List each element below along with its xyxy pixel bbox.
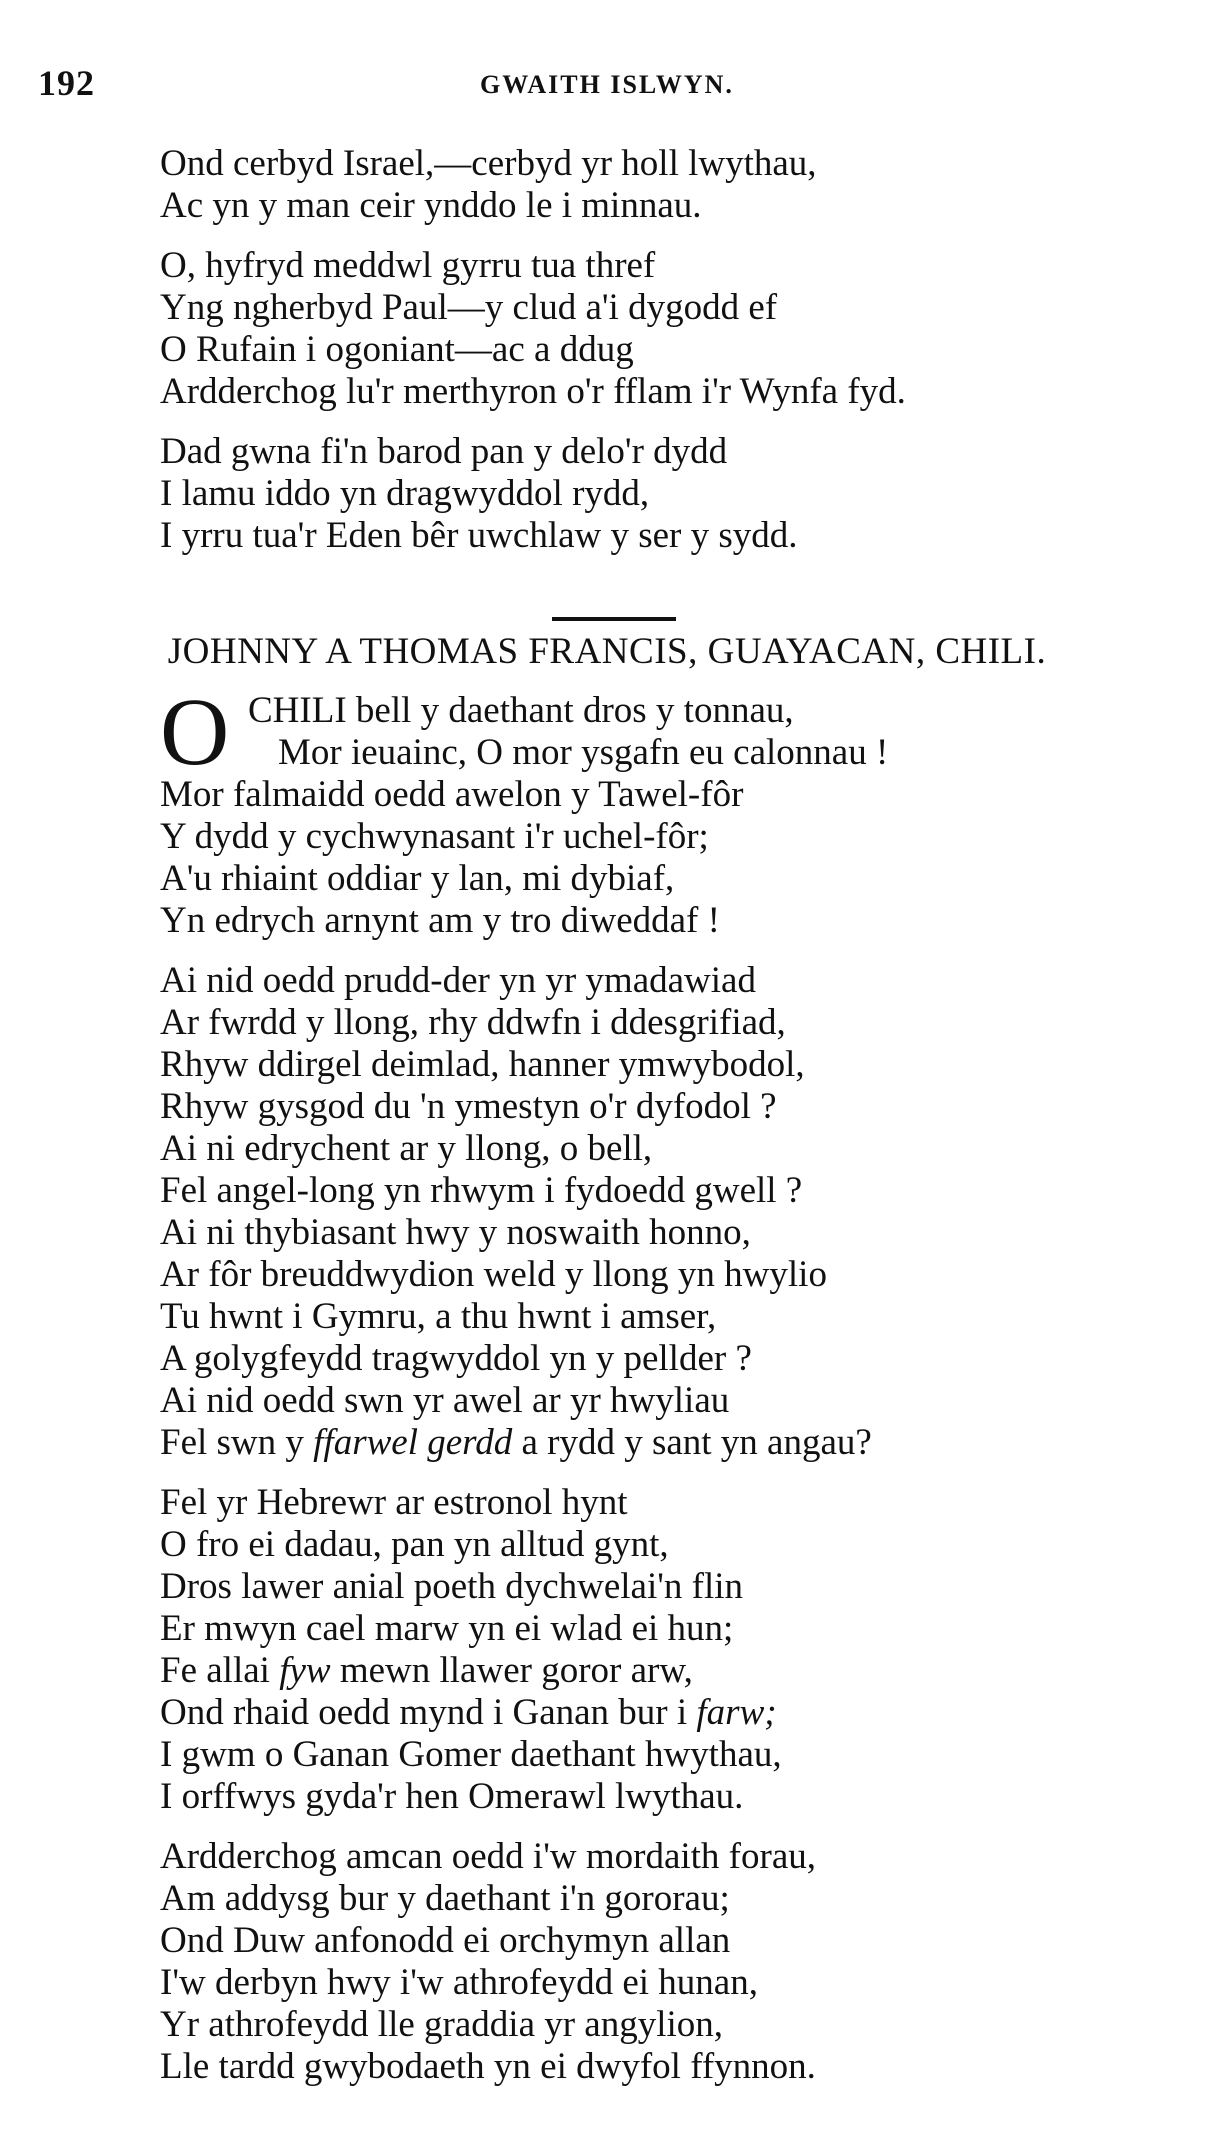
poem-body [160, 678, 1190, 2106]
stanza [160, 1836, 1190, 2088]
verse-text: mewn llawer goror arw, [330, 1650, 693, 1691]
verse-line: Ond Duw anfonodd ei orchymyn allan [160, 1920, 731, 1961]
verse-line: I'w derbyn hwy i'w athrofeydd ei hunan, [160, 1962, 758, 2003]
stanza [160, 143, 1190, 227]
verse-line [160, 1692, 1190, 1734]
verse-line: Fel angel-long yn rhwym i fydoedd gwell ? [160, 1170, 803, 1211]
italic-word: farw; [696, 1692, 777, 1733]
verse-line [160, 1650, 1190, 1692]
previous-poem-ending [160, 143, 1190, 675]
poem-title: JOHNNY A THOMAS FRANCIS, GUAYACAN, CHILI. [167, 631, 1047, 672]
verse-line: Ardderchog lu'r merthyron o'r fflam i'r Wynfa fyd. [160, 371, 906, 412]
verse-line: Ai ni edrychent ar y llong, o bell, [160, 1128, 653, 1169]
verse-line: Tu hwnt i Gymru, a thu hwnt i amser, [160, 1296, 717, 1337]
verse-line: A'u rhiaint oddiar y lan, mi dybiaf, [160, 858, 675, 899]
italic-phrase: ffarwel gerdd [313, 1422, 513, 1463]
verse-line: Lle tardd gwybodaeth yn ei dwyfol ffynnon. [160, 2046, 816, 2087]
page-number: 192 [38, 63, 95, 103]
verse-line: CHILI bell y daethant dros y tonnau, [248, 690, 794, 731]
italic-word: fyw [279, 1650, 331, 1691]
verse-line: Mor falmaidd oedd awelon y Tawel-fôr [160, 774, 744, 815]
running-title: GWAITH ISLWYN. [480, 70, 734, 99]
verse-line: Ac yn y man ceir ynddo le i minnau. [160, 185, 702, 226]
verse-line: Fel yr Hebrewr ar estronol hynt [160, 1482, 628, 1523]
verse-line: Dros lawer anial poeth dychwelai'n flin [160, 1566, 744, 1607]
verse-line [160, 1422, 1190, 1464]
divider-rule [552, 617, 676, 621]
stanza [160, 245, 1190, 413]
verse-line: Yr athrofeydd lle graddia yr angylion, [160, 2004, 724, 2045]
verse-line: I yrru tua'r Eden bêr uwchlaw y ser y sydd. [160, 515, 798, 556]
verse-line: Yng ngherbyd Paul—y clud a'i dygodd ef [160, 287, 778, 328]
verse-line: I orffwys gyda'r hen Omerawl lwythau. [160, 1776, 744, 1817]
verse-line: Ardderchog amcan oedd i'w mordaith forau, [160, 1836, 816, 1877]
verse-line: Ai ni thybiasant hwy y noswaith honno, [160, 1212, 751, 1253]
stanza [160, 1482, 1190, 1818]
verse-line: Mor ieuainc, O mor ysgafn eu calonnau ! [278, 732, 889, 773]
verse-line: I lamu iddo yn dragwyddol rydd, [160, 473, 650, 514]
verse-line: O fro ei dadau, pan yn alltud gynt, [160, 1524, 669, 1565]
verse-line: A golygfeydd tragwyddol yn y pellder ? [160, 1338, 752, 1379]
verse-line: O Rufain i ogoniant—ac a ddug [160, 329, 634, 370]
verse-line: Ond cerbyd Israel,—cerbyd yr holl lwythau, [160, 143, 817, 184]
verse-line: Ai nid oedd swn yr awel ar yr hwyliau [160, 1380, 730, 1421]
verse-line: Rhyw gysgod du 'n ymestyn o'r dyfodol ? [160, 1086, 777, 1127]
verse-line: Dad gwna fi'n barod pan y delo'r dydd [160, 431, 728, 472]
verse-line: Y dydd y cychwynasant i'r uchel-fôr; [160, 816, 709, 857]
verse-line: Yn edrych arnynt am y tro diweddaf ! [160, 900, 720, 941]
verse-line: Am addysg bur y daethant i'n gororau; [160, 1878, 730, 1919]
stanza [160, 678, 1190, 942]
drop-cap: O [160, 678, 230, 785]
verse-line: Er mwyn cael marw yn ei wlad ei hun; [160, 1608, 734, 1649]
verse-text: a rydd y sant yn angau? [512, 1422, 872, 1463]
stanza [160, 431, 1190, 557]
verse-text: Fe allai [160, 1650, 280, 1691]
verse-text: Fel swn y [160, 1422, 314, 1463]
verse-line: Ar fwrdd y llong, rhy ddwfn i ddesgrifiad, [160, 1002, 786, 1043]
verse-line: O, hyfryd meddwl gyrru tua thref [160, 245, 656, 286]
verse-text: Ond rhaid oedd mynd i Ganan bur i [160, 1692, 697, 1733]
verse-line: Ai nid oedd prudd-der yn yr ymadawiad [160, 960, 756, 1001]
verse-line: Ar fôr breuddwydion weld y llong yn hwylio [160, 1254, 827, 1295]
verse-line: Rhyw ddirgel deimlad, hanner ymwybodol, [160, 1044, 805, 1085]
verse-line: I gwm o Ganan Gomer daethant hwythau, [160, 1734, 782, 1775]
stanza [160, 960, 1190, 1464]
